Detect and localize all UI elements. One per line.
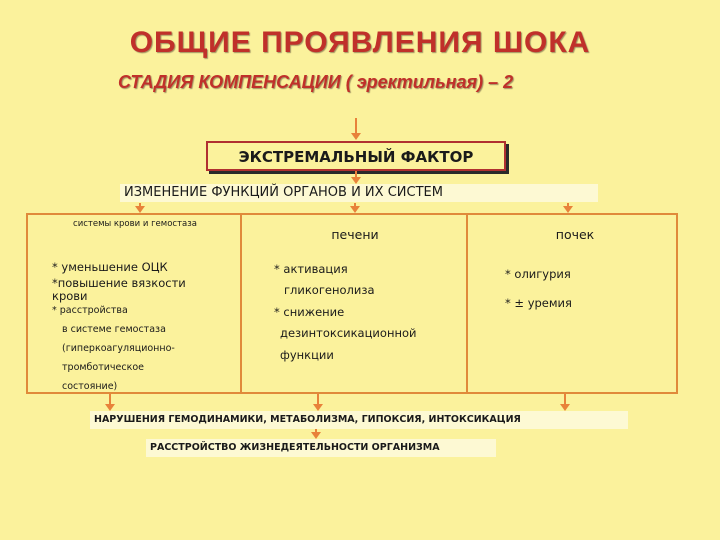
page-subtitle: СТАДИЯ КОМПЕНСАЦИИ ( эректильная) – 2 — [118, 72, 514, 92]
blood-column-heading: системы крови и гемостаза — [73, 219, 197, 229]
blood-item-1: * уменьшение ОЦК — [52, 260, 168, 274]
disorders-band: НАРУШЕНИЯ ГЕМОДИНАМИКИ, МЕТАБОЛИЗМА, ГИПОКСИЯ, ИНТОКСИКАЦИЯ — [90, 411, 628, 429]
liver-item-1: * активация — [274, 262, 348, 276]
liver-item-3: * снижение — [274, 305, 345, 319]
liver-item-5: функции — [280, 348, 334, 362]
blood-item-2: *повышение вязкости крови — [52, 276, 186, 303]
blood-subitem-3: (гиперкоагуляционно- — [62, 343, 175, 354]
extreme-factor-box: ЭКСТРЕМАЛЬНЫЙ ФАКТОР — [206, 141, 506, 171]
kidney-column-heading: почек — [555, 227, 595, 242]
liver-item-4: дезинтоксикационной — [280, 326, 417, 340]
result-band: РАССТРОЙСТВО ЖИЗНЕДЕЯТЕЛЬНОСТИ ОРГАНИЗМА — [146, 439, 496, 457]
kidney-item-1: * олигурия — [505, 267, 571, 281]
blood-subitem-5: состояние) — [62, 381, 118, 392]
page-title: ОБЩИЕ ПРОЯВЛЕНИЯ ШОКА — [129, 26, 591, 59]
kidney-item-2: * ± уремия — [505, 296, 572, 310]
liver-column-heading: печени — [331, 227, 379, 242]
blood-subitem-4: тромботическое — [62, 362, 144, 373]
blood-subitem-2: в системе гемостаза — [62, 324, 166, 335]
organ-changes-band: ИЗМЕНЕНИЕ ФУНКЦИЙ ОРГАНОВ И ИХ СИСТЕМ — [120, 184, 598, 202]
liver-item-2: гликогенолиза — [284, 283, 375, 297]
blood-subitem-1: * расстройства — [52, 305, 128, 316]
